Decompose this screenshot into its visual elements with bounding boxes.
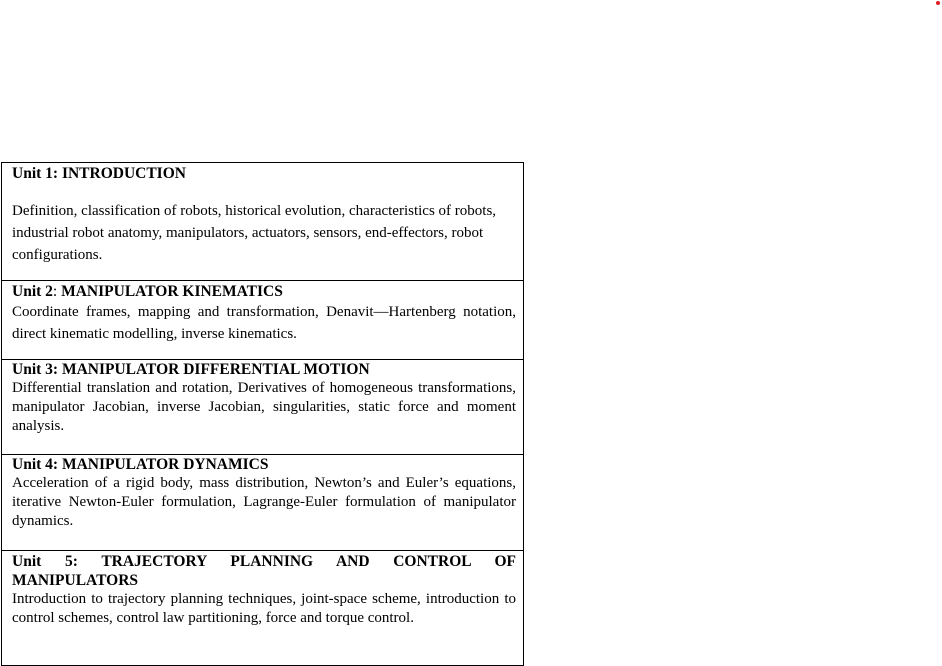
unit-cell-2: [2, 281, 523, 360]
unit-title-prefix: Unit 2: [12, 283, 53, 300]
red-dot-mark: [936, 1, 940, 5]
unit-description: Coordinate frames, mapping and transformation, Denavit—Hartenberg notation, direct kinematic modelling, inverse kinematics.: [12, 304, 516, 342]
unit-description: Differential translation and rotation, Derivatives of homogeneous transformations, manipulator Jacobian, inverse Jacobian, singularities, static force and moment analysis.: [12, 380, 516, 434]
unit-title-colon: :: [52, 283, 58, 300]
unit-description: Acceleration of a rigid body, mass distribution, Newton’s and Euler’s equations, iterative Newton-Euler formulation, Lagrange-Euler formulation of manipulator dynamics.: [12, 475, 516, 529]
unit-title: [12, 282, 516, 301]
unit-title-line-2: MANIPULATORS: [12, 572, 139, 589]
unit-cell-1: [2, 163, 523, 281]
unit-cell-5: [2, 551, 523, 666]
unit-title: Unit 3: MANIPULATOR DIFFERENTIAL MOTION: [12, 361, 370, 378]
unit-cell-4: [2, 455, 523, 551]
unit-cell-3: [2, 360, 523, 455]
unit-description: Introduction to trajectory planning techniques, joint-space scheme, introduction to control schemes, control law partitioning, force and torque control.: [12, 591, 516, 626]
syllabus-table: [1, 162, 524, 666]
unit-title-rest: MANIPULATOR KINEMATICS: [57, 283, 283, 300]
unit-title: Unit 1: INTRODUCTION: [12, 165, 186, 182]
unit-title: Unit 4: MANIPULATOR DYNAMICS: [12, 456, 269, 473]
unit-title-line-1: Unit 5: TRAJECTORY PLANNING AND CONTROL OF: [12, 553, 516, 570]
unit-description: Definition, classification of robots, historical evolution, characteristics of robots, industrial robot anatomy, manipulators, actuators, sensors, end-effectors, robot configurations.: [12, 203, 497, 263]
